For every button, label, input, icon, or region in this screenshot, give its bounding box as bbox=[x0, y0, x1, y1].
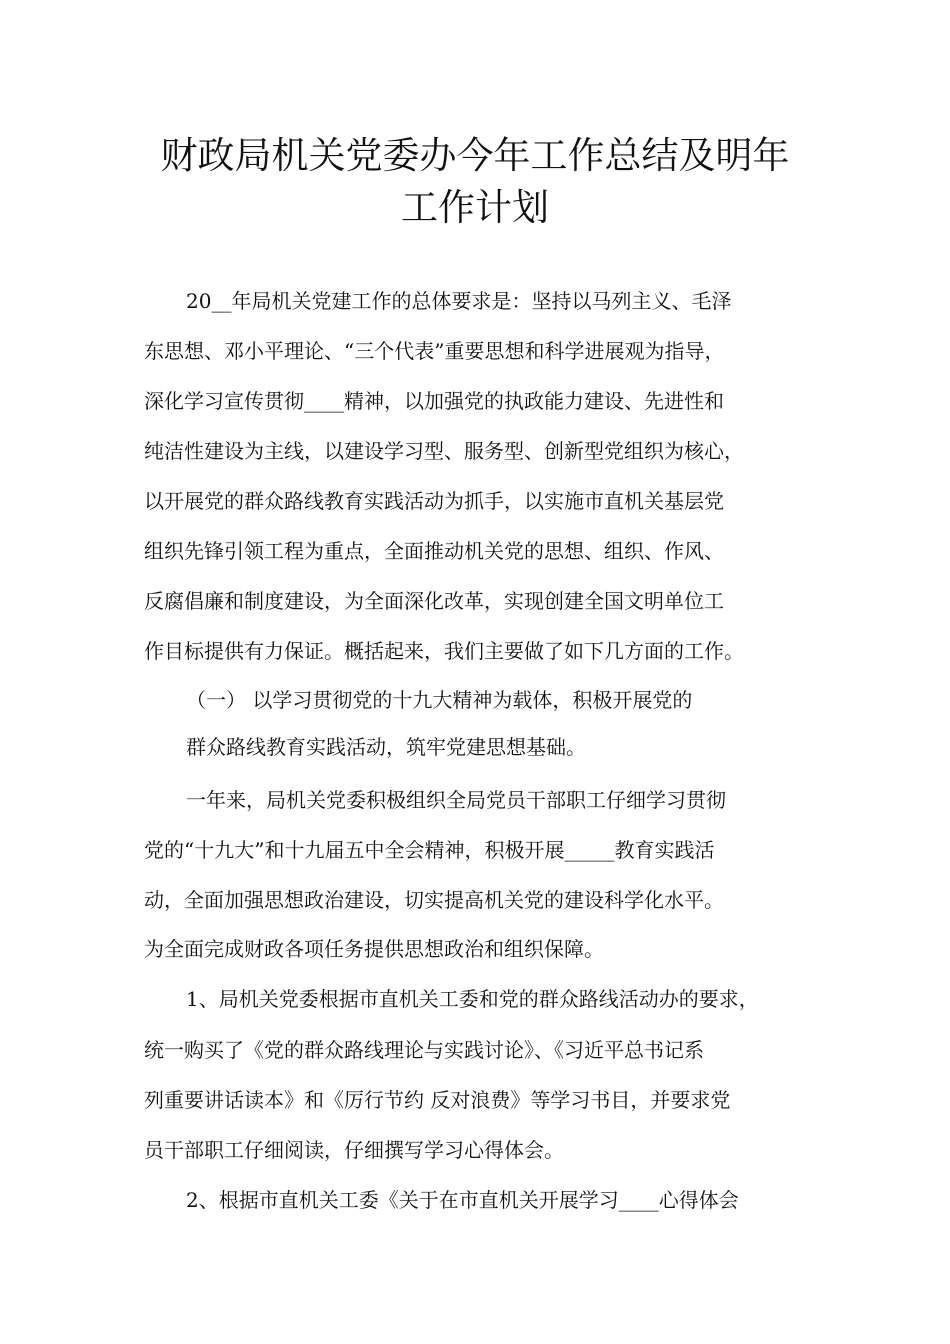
document-title-line-2: 工作计划 bbox=[401, 186, 549, 229]
body-line-18: 员干部职工仔细阅读，仔细撰写学习心得体会。 bbox=[144, 1138, 564, 1162]
body-line-16: 统一购买了《党的群众路线理论与实践讨论》、《习近平总书记系 bbox=[144, 1038, 704, 1062]
body-line-17: 列重要讲话读本》和《厉行节约 反对浪费》等学习书目，并要求党 bbox=[144, 1088, 731, 1112]
document-title-line-1: 财政局机关党委办今年工作总结及明年 bbox=[160, 134, 790, 177]
body-line-3: 深化学习宣传贯彻____精神，以加强党的执政能力建设、先进性和 bbox=[144, 389, 724, 413]
body-line-12: 党的“十九大”和十九届五中全会精神，积极开展_____教育实践活 bbox=[144, 838, 715, 862]
body-line-13: 动，全面加强思想政治建设，切实提高机关党的建设科学化水平。 bbox=[144, 888, 724, 912]
body-line-1: 20__年局机关党建工作的总体要求是：坚持以马列主义、毛泽 bbox=[186, 289, 732, 313]
body-line-8: 作目标提供有力保证。概括起来，我们主要做了如下几方面的工作。 bbox=[144, 639, 744, 663]
body-line-11: 一年来，局机关党委积极组织全局党员干部职工仔细学习贯彻 bbox=[186, 788, 726, 812]
body-line-5: 以开展党的群众路线教育实践活动为抓手，以实施市直机关基层党 bbox=[144, 489, 724, 513]
body-line-2: 东思想、邓小平理论、“三个代表”重要思想和科学进展观为指导， bbox=[144, 339, 725, 363]
section-heading-line-2: 群众路线教育实践活动，筑牢党建思想基础。 bbox=[186, 735, 586, 759]
body-line-19: 2、根据市直机关工委《关于在市直机关开展学习____心得体会 bbox=[186, 1188, 739, 1212]
body-line-15: 1、局机关党委根据市直机关工委和党的群众路线活动办的要求， bbox=[186, 987, 759, 1011]
section-heading-line-1: （一） 以学习贯彻党的十九大精神为载体，积极开展党的 bbox=[186, 688, 693, 712]
body-line-7: 反腐倡廉和制度建设，为全面深化改革，实现创建全国文明单位工 bbox=[144, 589, 724, 613]
body-line-6: 组织先锋引领工程为重点，全面推动机关党的思想、组织、作风、 bbox=[144, 539, 724, 563]
body-line-14: 为全面完成财政各项任务提供思想政治和组织保障。 bbox=[144, 937, 604, 961]
body-line-4: 纯洁性建设为主线，以建设学习型、服务型、创新型党组织为核心， bbox=[144, 439, 744, 463]
